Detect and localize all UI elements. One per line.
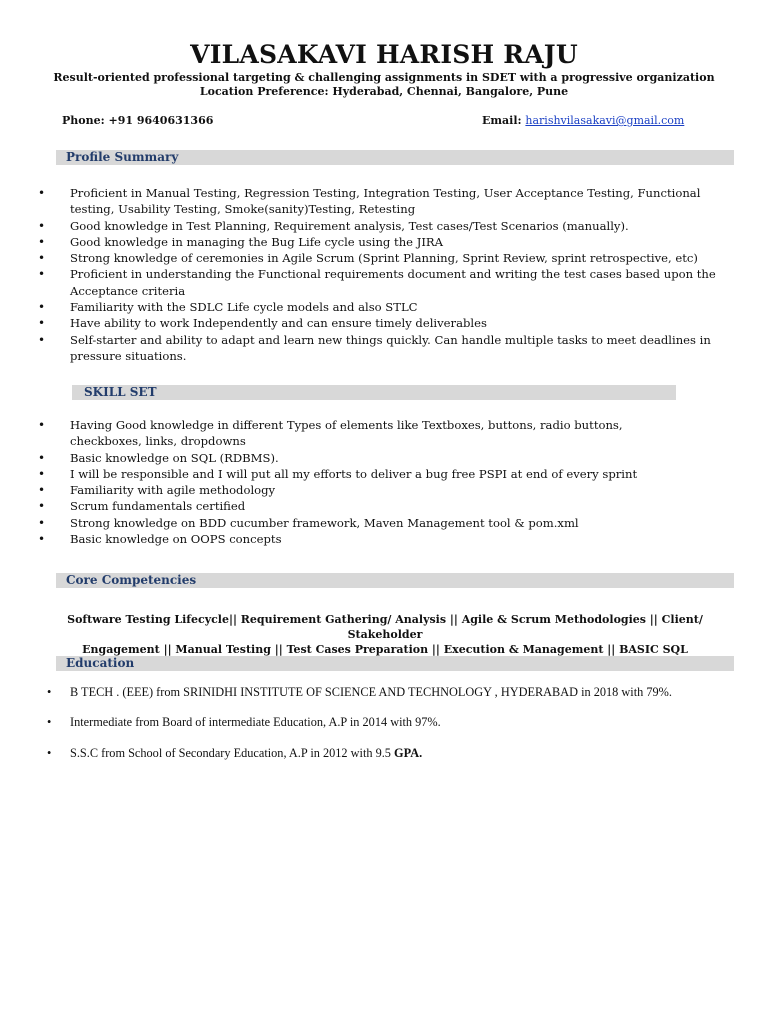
education-list: [47, 685, 747, 761]
profile-summary-item: • Self-starter and ability to adapt and learn new things quickly. Can handle multiple tasks to meet deadlines in pressure situations.: [38, 332, 744, 365]
skill-set-item: • Familiarity with agile methodology: [38, 482, 644, 498]
education-item: • Intermediate from Board of intermediate Education, A.P in 2014 with 97%.: [47, 715, 747, 730]
profile-summary-item: • Familiarity with the SDLC Life cycle models and also STLC: [38, 299, 744, 315]
core-competencies-heading: Core Competencies: [56, 573, 734, 588]
skill-set-item: • I will be responsible and I will put all my efforts to deliver a bug free PSPI at end of every sprint: [38, 466, 644, 482]
email-label: Email:: [482, 114, 526, 127]
objective-tagline: Result-oriented professional targeting & challenging assignments in SDET with a progressive organization: [53, 71, 715, 84]
profile-summary-item: • Have ability to work Independently and can ensure timely deliverables: [38, 315, 744, 331]
skill-set-item: • Having Good knowledge in different Types of elements like Textboxes, buttons, radio buttons, checkboxes, links, dropdowns: [38, 417, 644, 450]
ssc-gpa: GPA.: [394, 746, 423, 760]
profile-summary-heading: Profile Summary: [56, 150, 734, 165]
ssc-text: S.S.C from School of Secondary Education, A.P in 2012 with 9.5: [70, 746, 395, 760]
skill-set-item: • Basic knowledge on OOPS concepts: [38, 531, 644, 547]
candidate-name: VILASAKAVI HARISH RAJU: [190, 40, 578, 69]
email-line: [482, 114, 684, 127]
core-competencies-line-1: Software Testing Lifecycle|| Requirement Gathering/ Analysis || Agile & Scrum Methodologies || Client/ Stakeholder: [67, 613, 703, 641]
skill-set-heading: SKILL SET: [72, 385, 676, 400]
profile-summary-item: • Good knowledge in managing the Bug Life cycle using the JIRA: [38, 234, 744, 250]
core-competencies-text: [40, 612, 730, 657]
core-competencies-line-2: Engagement || Manual Testing || Test Cases Preparation || Execution & Management || BASIC SQL: [82, 643, 688, 656]
skill-set-list: [38, 417, 644, 547]
profile-summary-item: • Proficient in understanding the Functional requirements document and writing the test cases based upon the Acceptance criteria: [38, 266, 744, 299]
profile-summary-item: • Proficient in Manual Testing, Regression Testing, Integration Testing, User Acceptance Testing, Functional testing, Usability Testing, Smoke(sanity)Testing, Retesting: [38, 185, 744, 218]
skill-set-item: • Scrum fundamentals certified: [38, 498, 644, 514]
location-preference: Location Preference: Hyderabad, Chennai, Bangalore, Pune: [199, 85, 569, 98]
education-heading: Education: [56, 656, 734, 671]
education-item-ssc: [47, 746, 747, 761]
profile-summary-item: • Strong knowledge of ceremonies in Agile Scrum (Sprint Planning, Sprint Review, sprint retrospective, etc): [38, 250, 744, 266]
education-item: • B TECH . (EEE) from SRINIDHI INSTITUTE OF SCIENCE AND TECHNOLOGY , HYDERABAD in 2018 with 79%.: [47, 685, 747, 700]
skill-set-item: • Strong knowledge on BDD cucumber framework, Maven Management tool & pom.xml: [38, 515, 644, 531]
skill-set-item: • Basic knowledge on SQL (RDBMS).: [38, 450, 644, 466]
profile-summary-item: • Good knowledge in Test Planning, Requirement analysis, Test cases/Test Scenarios (manually).: [38, 218, 744, 234]
phone-number: Phone: +91 9640631366: [62, 114, 214, 127]
email-link[interactable]: harishvilasakavi@gmail.com: [525, 114, 685, 127]
profile-summary-list: [38, 185, 744, 364]
